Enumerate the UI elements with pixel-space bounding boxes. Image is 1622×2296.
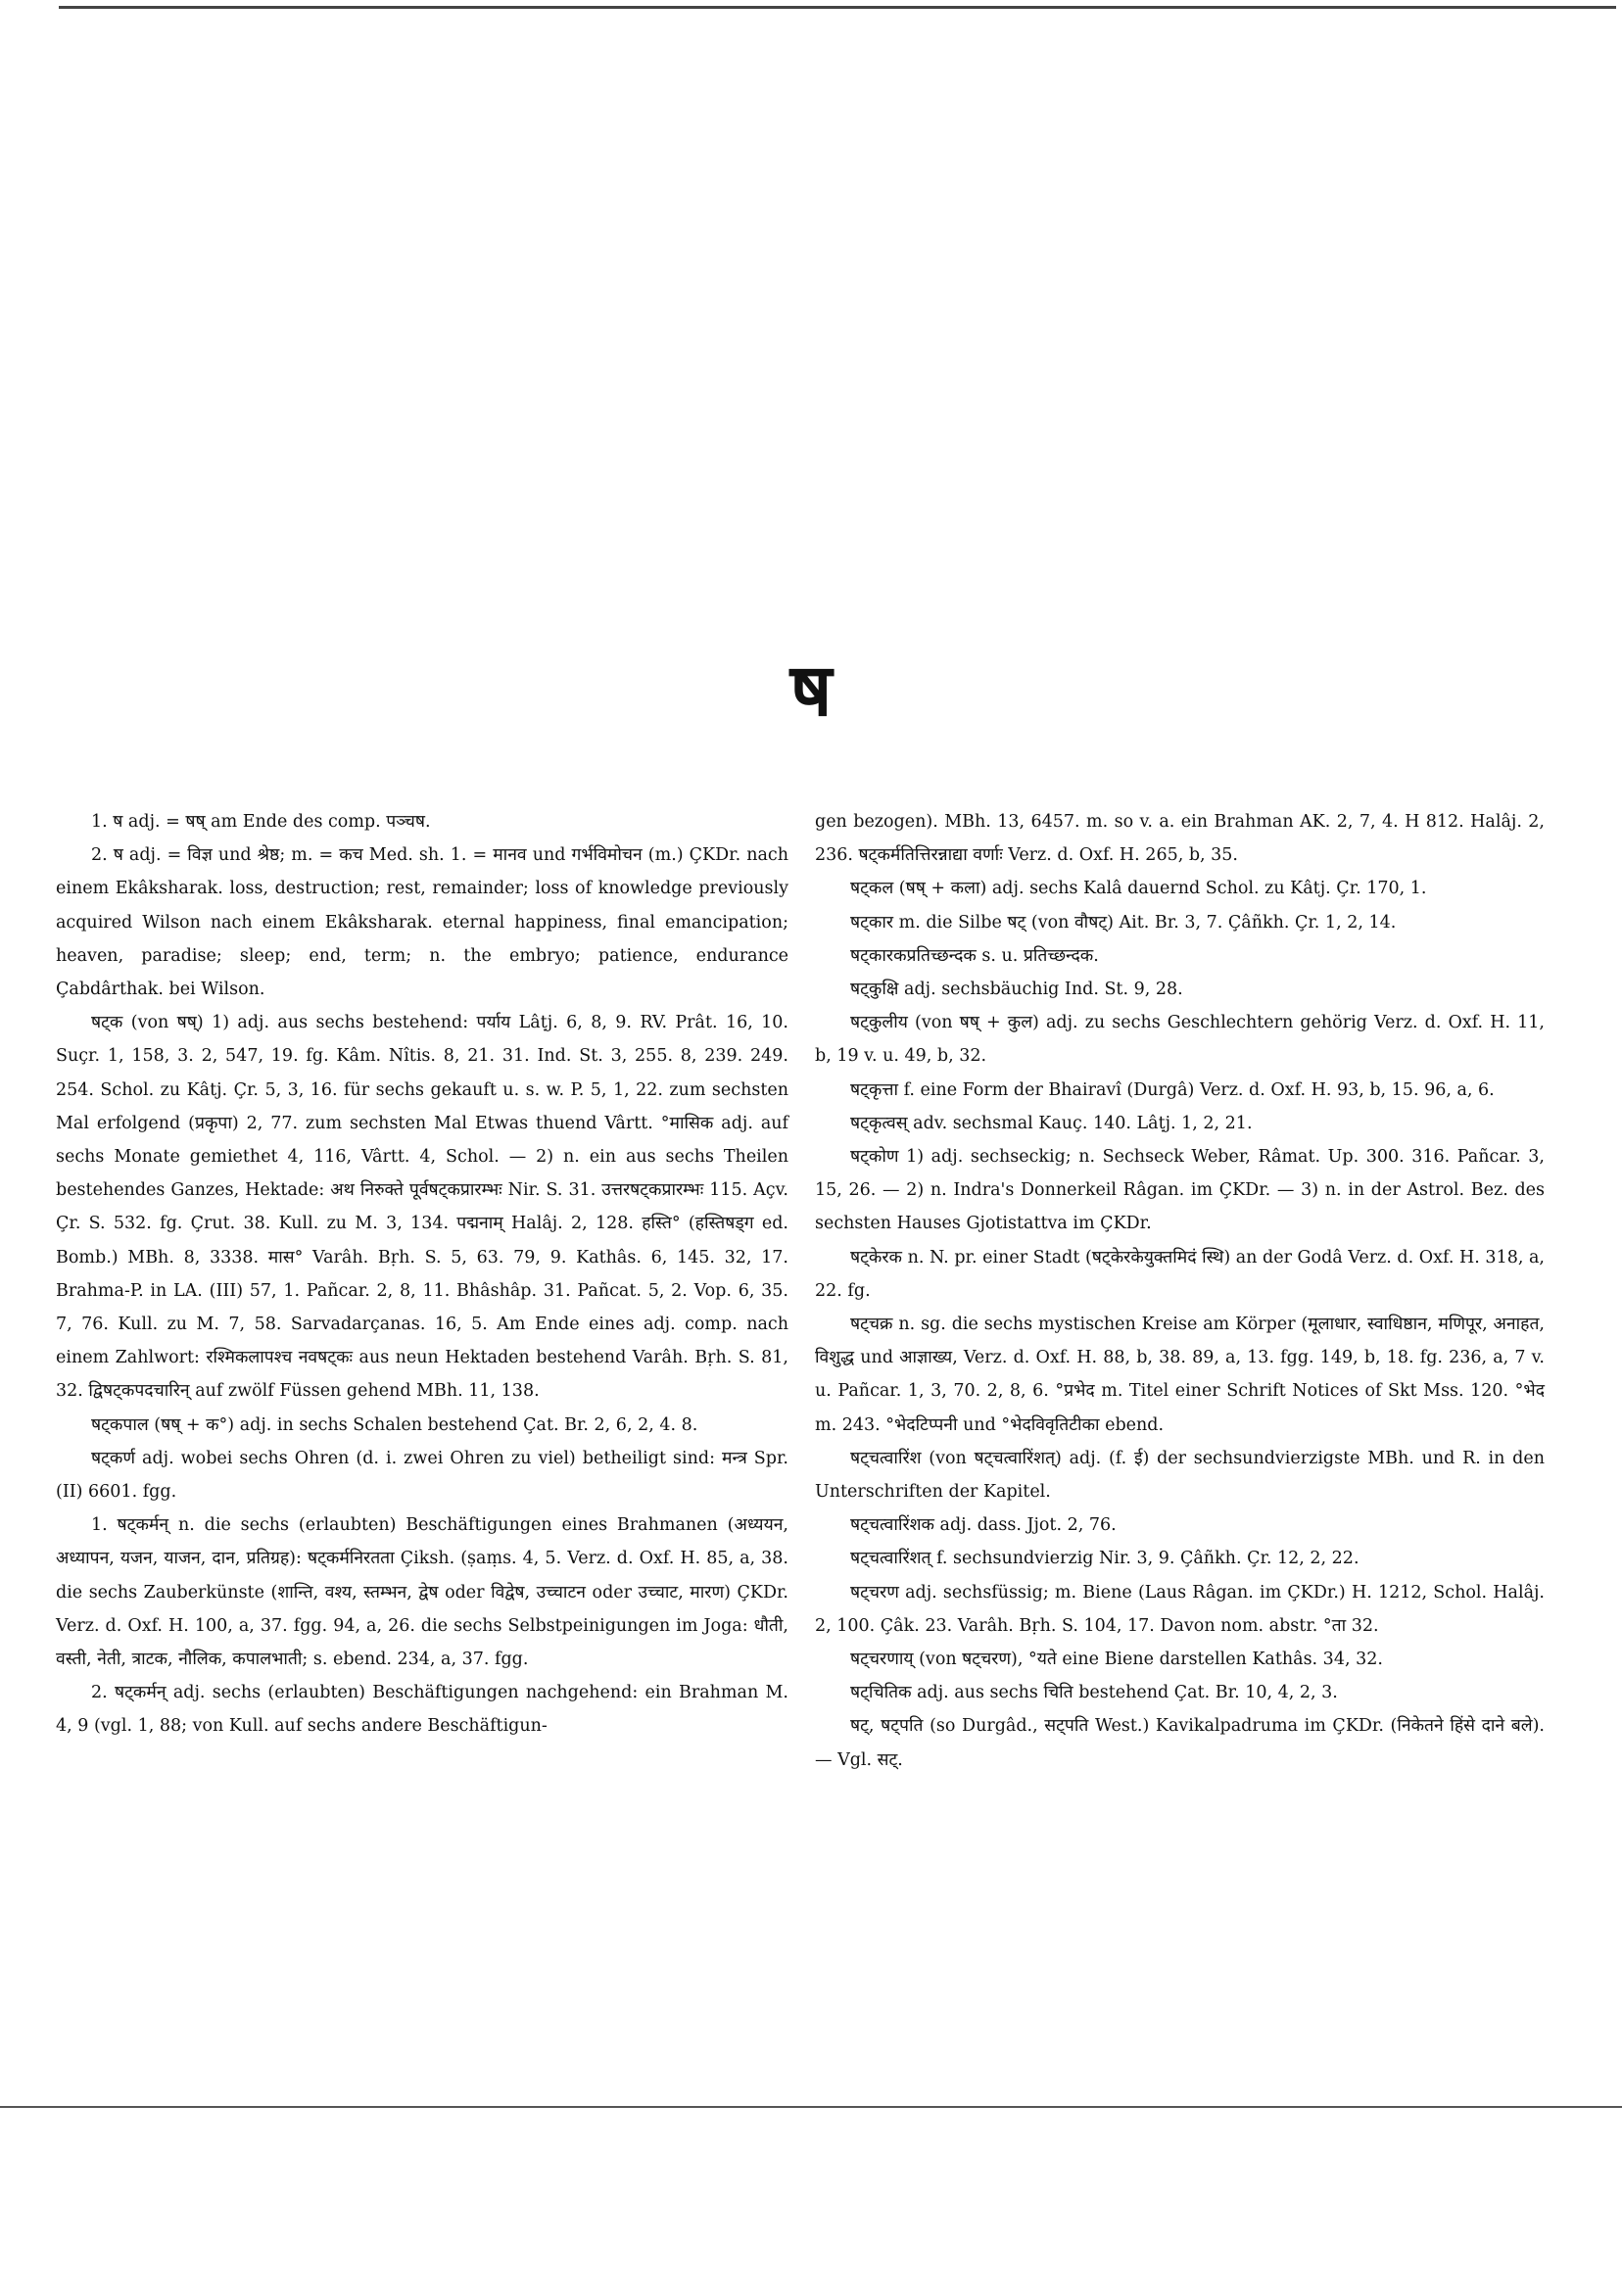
entry: षट्चरणाय् (von षट्चरण), °यते eine Biene darstellen Kathâs. 34, 32. [850, 1650, 1383, 1670]
entry: षट्कृत्ता f. eine Form der Bhairavî (Durgâ) Verz. d. Oxf. H. 93, b, 15. 96, a, 6. [850, 1079, 1495, 1100]
entry: षट्कपाल (षष् + क°) adj. in sechs Schalen bestehend Çat. Br. 2, 6, 2, 4. 8. [91, 1414, 698, 1435]
entry: 2. ष adj. = विज्ञ und श्रेष्ठ; m. = कच Med. sh. 1. = मानव und गर्भविमोचन (m.) ÇKDr. nach einem Ekâksharak. loss, destruction; rest, remainder; loss of knowledge previously acquired Wilson nach einem Ekâksharak. eternal happiness, final emancipation; heaven, paradise; sleep; end, term; n. the embryo; patience, endurance Çabdârthak. bei Wilson. [56, 845, 788, 1000]
page-heading: ष [789, 648, 833, 733]
entry: षट्चरण adj. sechsfüssig; m. Biene (Laus Râgan. im ÇKDr.) H. 1212, Schol. Halâj. 2, 100. Çâk. 23. Varâh. Bṛh. S. 104, 17. Davon nom. abstr. °ता 32. [815, 1582, 1545, 1636]
entry: षट्कर्ण adj. wobei sechs Ohren (d. i. zwei Ohren zu viel) betheiligt sind: मन्त्र Spr. (II) 6601. fgg. [56, 1448, 788, 1503]
entry: षट्केरक n. N. pr. einer Stadt (षट्केरकेयुक्तमिदं स्थि) an der Godâ Verz. d. Oxf. H. 318, a, 22. fg. [815, 1247, 1545, 1301]
entry: षट्चत्वारिंशक adj. dass. Jjot. 2, 76. [850, 1515, 1117, 1536]
entry: षट्कोण 1) adj. sechseckig; n. Sechseck Weber, Râmat. Up. 300. 316. Pañcar. 3, 15, 26. — 2) n. Indra's Donnerkeil Râgan. im ÇKDr. — 3) n. in der Astrol. Bez. des sechsten Hauses Gjotistattva im ÇKDr. [815, 1147, 1545, 1234]
entry: षट्चक्र n. sg. die sechs mystischen Kreise am Körper (मूलाधार, स्वाधिष्ठान, मणिपूर, अनाहत, विशुद्ध und आज्ञाख्य, Verz. d. Oxf. H. 88, b, 38. 89, a, 13. fgg. 149, b, 18. fg. 236, a, 7 v. u. Pañcar. 1, 3, 70. 2, 8, 6. °प्रभेद m. Titel einer Schrift Notices of Skt Mss. 120. °भेद m. 243. °भेदटिप्पनी und °भेदविवृतिटीका ebend. [815, 1315, 1545, 1435]
entry: षट्कल (षष् + कला) adj. sechs Kalâ dauernd Schol. zu Kâtj. Çr. 170, 1. [850, 879, 1427, 899]
entry: 1. षट्कर्मन् n. die sechs (erlaubten) Beschäftigungen eines Brahmanen (अध्ययन, अध्यापन, यजन, याजन, दान, प्रतिग्रह): षट्कर्मनिरतता Çiksh. (ṣaṃs. 4, 5. Verz. d. Oxf. H. 85, a, 38. die sechs Zauberkünste (शान्ति, वश्य, स्तम्भन, द्वेष oder विद्वेष, उच्चाटन oder उच्चाट, मारण) ÇKDr. Verz. d. Oxf. H. 100, a, 37. fgg. 94, a, 26. die sechs Selbstpeinigungen im Joga: धौती, वस्ती, नेती, त्राटक, नौलिक, कपालभाती; s. ebend. 234, a, 37. fgg. [56, 1515, 788, 1670]
entry: षट्कुक्षि adj. sechsbäuchig Ind. St. 9, 28. [850, 980, 1183, 1000]
entry: षट्क (von षष्) 1) adj. aus sechs bestehend: पर्याय Lâṭj. 6, 8, 9. RV. Prât. 16, 10. Suçr. 1, 158, 3. 2, 547, 19. fg. Kâm. Nîtis. 8, 21. 31. Ind. St. 3, 255. 8, 239. 249. 254. Schol. zu Kâtj. Çr. 5, 3, 16. für sechs gekauft u. s. w. P. 5, 1, 22. zum sechsten Mal erfolgend (प्रकृपा) 2, 77. zum sechsten Mal Etwas thuend Vârtt. °मासिक adj. auf sechs Monate gemiethet 4, 116, Vârtt. 4, Schol. — 2) n. ein aus sechs Theilen bestehendes Ganzes, Hektade: अथ निरुक्ते पूर्वषट्कप्रारम्भः Nir. S. 31. उत्तरषट्कप्रारम्भः 115. Açv. Çr. S. 532. fg. Çrut. 38. Kull. zu M. 3, 134. पद्मनाम् Halâj. 2, 128. हस्ति° (हस्तिषड्ग ed. Bomb.) MBh. 8, 3338. मास° Varâh. Bṛh. S. 5, 63. 79, 9. Kathâs. 6, 145. 32, 17. Brahma-P. in LA. (III) 57, 1. Pañcar. 2, 8, 11. Bhâshâp. 31. Pañcat. 5, 2. Vop. 6, 35. 7, 76. Kull. zu M. 7, 58. Sarvadarçanas. 16, 5. Am Ende eines adj. comp. nach einem Zahlwort: रश्मिकलापश्च नवषट्कः aus neun Hektaden bestehend Varâh. Bṛh. S. 81, 32. द्विषट्कपदचारिन् auf zwölf Füssen gehend MBh. 11, 138. [56, 1013, 788, 1402]
entry: 2. षट्कर्मन् adj. sechs (erlaubten) Beschäftigungen nachgehend: ein Brahman M. 4, 9 (vgl. 1, 88; von Kull. auf sechs andere Beschäftigun- [56, 1683, 788, 1737]
entry: gen bezogen). MBh. 13, 6457. m. so v. a. ein Brahman AK. 2, 7, 4. H 812. Halâj. 2, 236. षट्कर्मतित्तिरन्नाद्या वर्णाः Verz. d. Oxf. H. 265, b, 35. [815, 812, 1545, 866]
entry: षट्चत्वारिंशत् f. sechsundvierzig Nir. 3, 9. Çâñkh. Çr. 12, 2, 22. [850, 1549, 1360, 1569]
right-column [815, 805, 1545, 1777]
entry: षट्कारकप्रतिच्छन्दक s. u. प्रतिच्छन्दक. [850, 945, 1099, 966]
entry: षट्, षट्पति (so Durgâd., सट्पति West.) Kavikalpadruma im ÇKDr. (निकेतने हिंसे दाने बले). — Vgl. सट्. [815, 1716, 1545, 1770]
entry: षट्कार m. die Silbe षट् (von वौषट्) Ait. Br. 3, 7. Çâñkh. Çr. 1, 2, 14. [850, 912, 1397, 933]
top-rule [59, 6, 1616, 9]
entry: षट्कुलीय (von षष् + कुल) adj. zu sechs Geschlechtern gehörig Verz. d. Oxf. H. 11, b, 19 v. u. 49, b, 32. [815, 1013, 1545, 1067]
entry: 1. ष adj. = षष् am Ende des comp. पञ्चष. [91, 812, 431, 832]
left-column [56, 805, 788, 1744]
entry: षट्कृत्वस् adv. sechsmal Kauç. 140. Lâṭj. 1, 2, 21. [850, 1113, 1253, 1133]
bottom-rule [0, 2106, 1622, 2108]
entry: षट्चत्वारिंश (von षट्चत्वारिंशत्) adj. (f. ई) der sechsundvierzigste MBh. und R. in den Unterschriften der Kapitel. [815, 1448, 1545, 1503]
entry: षट्चितिक adj. aus sechs चिति bestehend Çat. Br. 10, 4, 2, 3. [850, 1683, 1338, 1703]
